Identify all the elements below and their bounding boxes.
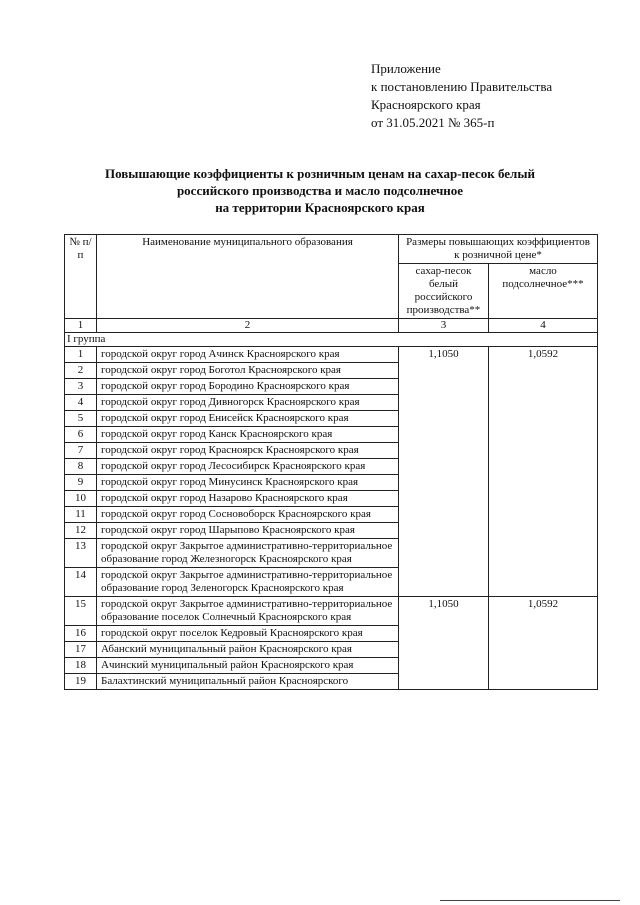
row-name: городской округ город Дивногорск Красноярского края [97, 395, 399, 411]
row-name: городской округ город Шарыпово Красноярского края [97, 523, 399, 539]
row-number: 4 [65, 395, 97, 411]
row-number: 8 [65, 459, 97, 475]
row-name: городской округ город Ачинск Красноярского края [97, 347, 399, 363]
appendix-line-2: к постановлению Правительства [371, 79, 553, 94]
header-sugar: сахар-песок белый российского производства** [399, 264, 489, 319]
row-number: 3 [65, 379, 97, 395]
row-number: 6 [65, 427, 97, 443]
row-name: Абанский муниципальный район Красноярского края [97, 642, 399, 658]
row-name: городской округ город Канск Красноярского края [97, 427, 399, 443]
row-name: городской округ Закрытое административно-территориальное образование поселок Солнечный Красноярского края [97, 597, 399, 626]
appendix-line-4: от 31.05.2021 № 365-п [371, 115, 495, 130]
group-label: I группа [65, 333, 598, 347]
row-number: 16 [65, 626, 97, 642]
header-num: № п/п [65, 235, 97, 319]
title-line-1: Повышающие коэффициенты к розничным ценам на сахар-песок белый [104, 166, 535, 181]
row-name: городской округ город Бородино Красноярского края [97, 379, 399, 395]
row-name: городской округ город Сосновоборск Красноярского края [97, 507, 399, 523]
page-bottom-rule [440, 900, 620, 901]
row-number: 9 [65, 475, 97, 491]
table-row [65, 597, 598, 626]
column-index-row [65, 319, 598, 333]
row-name: городской округ Закрытое административно-территориальное образование город Железногорск Красноярского края [97, 539, 399, 568]
row-number: 5 [65, 411, 97, 427]
row-name: Балахтинский муниципальный район Красноярского [97, 674, 399, 690]
row-number: 12 [65, 523, 97, 539]
index-cell: 2 [97, 319, 399, 333]
row-number: 7 [65, 443, 97, 459]
row-name: городской округ город Минусинск Красноярского края [97, 475, 399, 491]
row-name: Ачинский муниципальный район Красноярского края [97, 658, 399, 674]
row-number: 15 [65, 597, 97, 626]
row-number: 19 [65, 674, 97, 690]
title-line-3: на территории Красноярского края [215, 200, 425, 215]
index-cell: 1 [65, 319, 97, 333]
row-number: 14 [65, 568, 97, 597]
group-row [65, 333, 598, 347]
oil-coefficient: 1,0592 [489, 347, 598, 597]
header-sizes: Размеры повышающих коэффициентов к розничной цене* [399, 235, 598, 264]
row-number: 1 [65, 347, 97, 363]
row-number: 13 [65, 539, 97, 568]
index-cell: 3 [399, 319, 489, 333]
header-name: Наименование муниципального образования [97, 235, 399, 319]
row-name: городской округ город Красноярск Красноярского края [97, 443, 399, 459]
oil-coefficient: 1,0592 [489, 597, 598, 690]
table-row [65, 347, 598, 363]
row-name: городской округ поселок Кедровый Красноярского края [97, 626, 399, 642]
row-name: городской округ Закрытое административно-территориальное образование город Зеленогорск Красноярского края [97, 568, 399, 597]
document-title [40, 165, 600, 216]
title-line-2: российского производства и масло подсолнечное [176, 183, 464, 198]
row-name: городской округ город Енисейск Красноярского края [97, 411, 399, 427]
row-name: городской округ город Боготол Красноярского края [97, 363, 399, 379]
row-number: 17 [65, 642, 97, 658]
row-name: городской округ город Назарово Красноярского края [97, 491, 399, 507]
row-name: городской округ город Лесосибирск Красноярского края [97, 459, 399, 475]
index-cell: 4 [489, 319, 598, 333]
row-number: 10 [65, 491, 97, 507]
header-oil: масло подсолнечное*** [489, 264, 598, 319]
sugar-coefficient: 1,1050 [399, 597, 489, 690]
appendix-line-3: Красноярского края [371, 97, 481, 112]
row-number: 2 [65, 363, 97, 379]
appendix-line-1: Приложение [371, 61, 441, 76]
row-number: 11 [65, 507, 97, 523]
coefficients-table [64, 234, 598, 690]
sugar-coefficient: 1,1050 [399, 347, 489, 597]
appendix-block [371, 60, 552, 132]
row-number: 18 [65, 658, 97, 674]
